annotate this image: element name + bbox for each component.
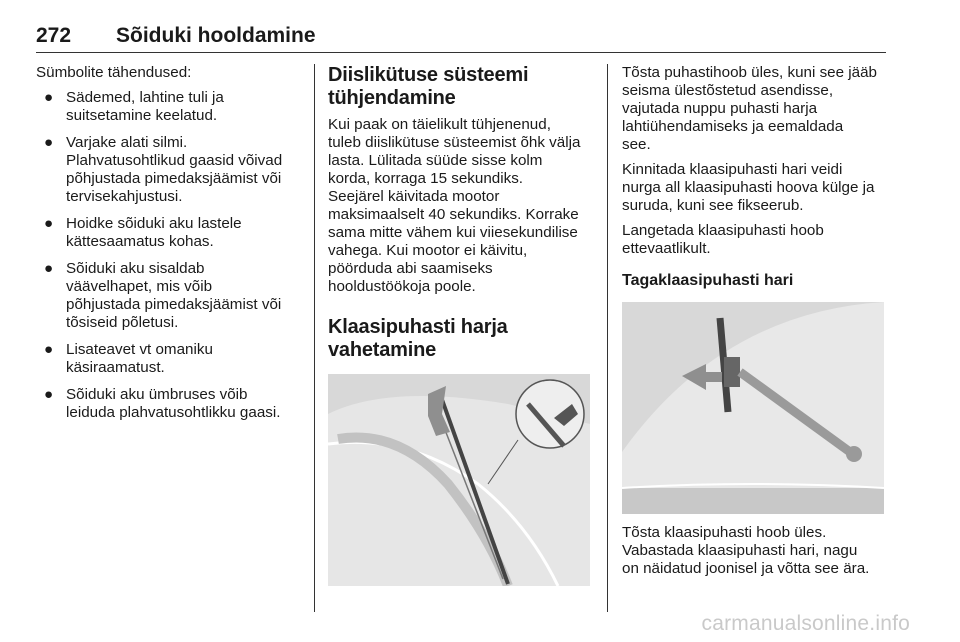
list-item: ● Hoidke sõiduki aku lastele kättesaamatus kohas. [44,215,242,250]
symbols-intro: Sümbolite tähendused: [36,64,192,81]
column-2 [328,64,596,586]
list-item: ● Sõiduki aku ümbruses võib leiduda plahvatusohtlikku gaasi. [44,386,281,421]
column-divider-1 [314,64,315,612]
page-header [36,24,886,50]
column-3 [622,64,890,585]
wiper-step-3: Langetada klaasipuhasti hoob ettevaatlikult. [622,222,824,257]
list-item: ● Sädemed, lahtine tuli ja suitsetamine keelatud. [44,89,224,124]
bullet-icon: ● [44,215,54,232]
tailgate-strip [622,488,884,514]
symbol-list [36,89,304,422]
bullet-icon: ● [44,260,54,277]
list-item: ● Sõiduki aku sisaldab väävelhapet, mis võib põhjustada pimedaksjäämist või tõsiseid põletusi. [44,260,282,331]
blade-clip [724,357,740,387]
chapter-title: Sõiduki hooldamine [116,24,316,47]
page-number: 272 [36,24,72,47]
bullet-icon: ● [44,134,54,151]
column-1 [36,64,304,431]
watermark: carmanualsonline.info [701,612,910,635]
wiper-step-1: Tõsta puhastihoob üles, kuni see jääb seisma ülestõstetud asendisse, vajutada nuppu puhasti harja lahtiühendamiseks ja eemaldada see. [622,64,877,153]
section-title-diesel: Diislikütuse süsteemi tühjendamine [328,64,529,109]
bullet-icon: ● [44,386,54,403]
list-item: ● Varjake alati silmi. Plahvatusohtlikud gaasid võivad põhjustada pimedaksjäämist või tervisekahjustusi. [44,134,283,205]
wiper-step-2: Kinnitada klaasipuhasti hari veidi nurga all klaasipuhasti hoova külge ja suruda, kuni see fikseerub. [622,161,875,214]
rear-wiper-step: Tõsta klaasipuhasti hoob üles. Vabastada klaasipuhasti hari, nagu on näidatud joonisel ja võtta see ära. [622,524,870,577]
section-title-wiper: Klaasipuhasti harja vahetamine [328,316,508,361]
arm-pivot [846,446,862,462]
subheading-rear-wiper: Tagaklaasipuhasti hari [622,272,794,289]
column-divider-2 [607,64,608,612]
wiper-blade-figure [328,374,590,586]
rear-wiper-figure [622,302,884,514]
header-divider [36,52,886,53]
diesel-paragraph: Kui paak on täielikult tühjenenud, tuleb diislikütuse süsteemist õhk välja lasta. Lülitada süüde sisse kolm korda, korraga 15 sekundiks. Seejärel käivitada mootor maksimaalselt 40 sekundiks. Korrake sama mitte vähem kui viiesekundilise vahega. Kui mootor ei käivitu, pöörduda abi saamiseks hooldustöökoja poole. [328,116,581,295]
bullet-icon: ● [44,89,54,106]
list-item: ● Lisateavet vt omaniku käsiraamatust. [44,341,213,376]
bullet-icon: ● [44,341,54,358]
